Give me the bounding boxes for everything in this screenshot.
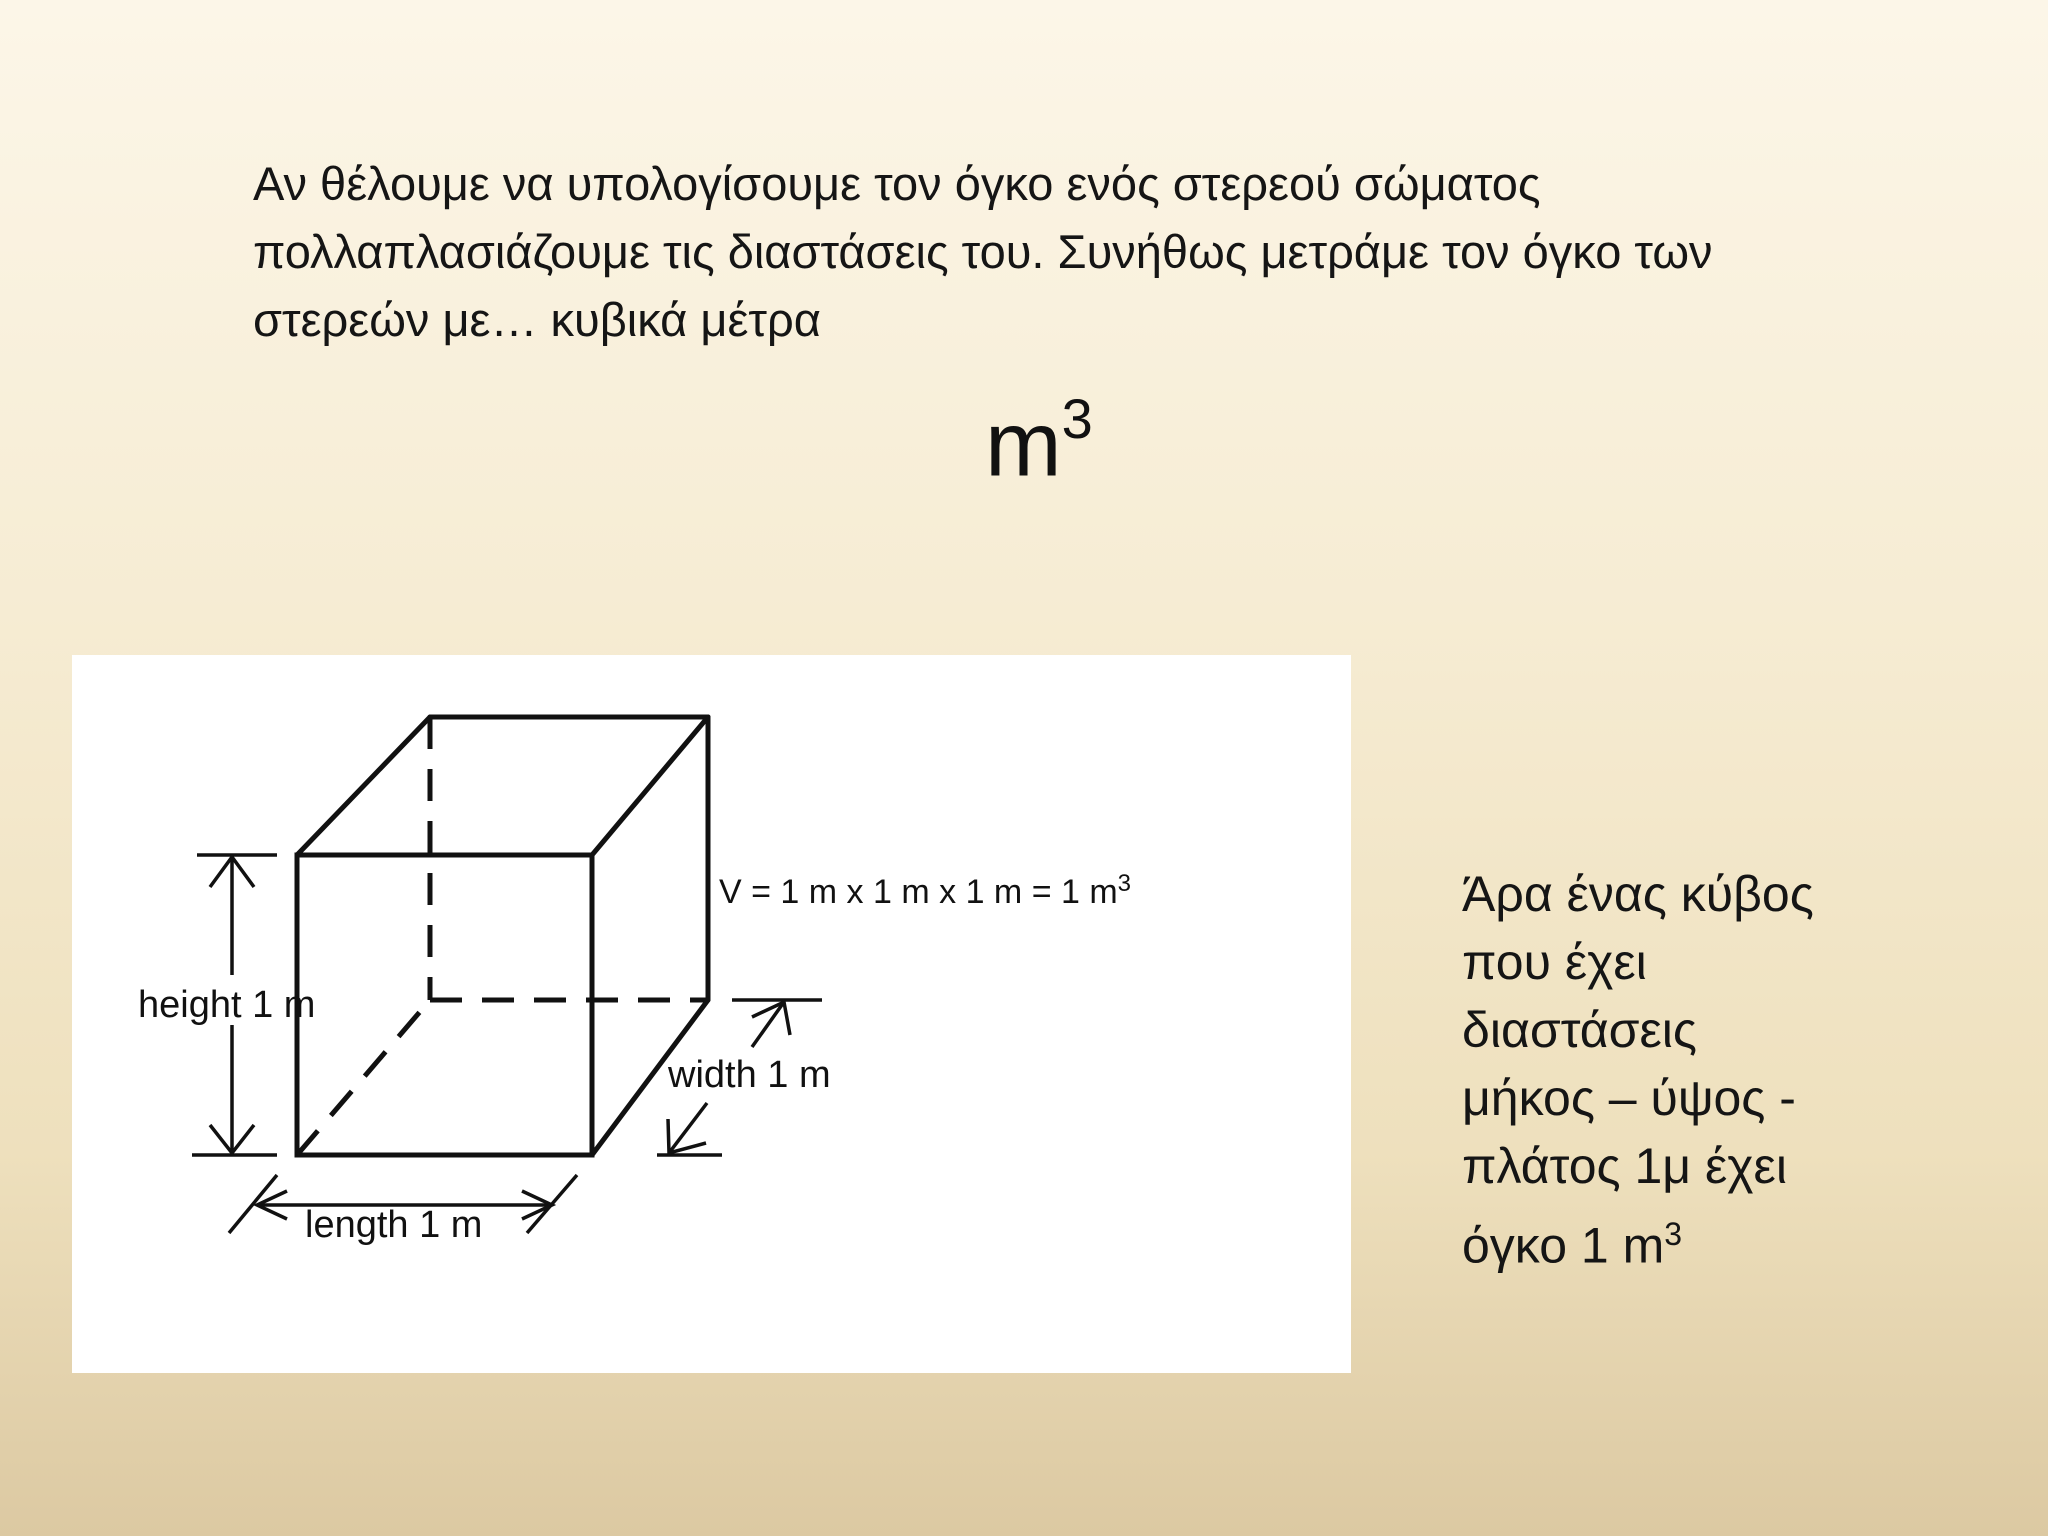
height-label: height 1 m [138,984,316,1026]
volume-formula [719,870,1131,911]
caption-line: που έχει [1462,934,1647,990]
volume-formula-base: V = 1 m x 1 m x 1 m = 1 m [719,873,1118,911]
length-label: length 1 m [305,1204,483,1246]
caption-line: Άρα ένας κύβος [1462,866,1814,922]
caption-line: διαστάσεις [1462,1002,1698,1058]
caption-volume-base: όγκο 1 m [1462,1217,1665,1274]
volume-formula-exponent: 3 [1117,870,1132,897]
cube-front-face [297,855,592,1155]
cube-diagram [72,655,1351,1373]
cube-figure [72,655,1351,1373]
cube-caption [1462,860,1862,1280]
cubic-meter-unit [985,370,1093,500]
cube-edge-top-right [592,717,708,855]
caption-line: πλάτος 1μ έχει [1462,1138,1787,1194]
caption-line: μήκος – ύψος - [1462,1070,1796,1126]
cube-hidden-edge-diagonal [297,1000,430,1155]
unit-base: m [985,393,1062,496]
unit-exponent: 3 [1061,387,1093,450]
width-label: width 1 m [668,1054,831,1096]
caption-volume-exponent: 3 [1664,1216,1683,1252]
intro-paragraph: Αν θέλουμε να υπολογίσουμε τον όγκο ενός στερεού σώματος πολλαπλασιάζουμε τις διαστάσεις του. Συνήθως μετράμε τον όγκο των στερεών με… κυβικά μέτρα [253,157,1713,346]
cube-edge-top-left [297,717,430,855]
caption-last-line [1462,1200,1862,1280]
